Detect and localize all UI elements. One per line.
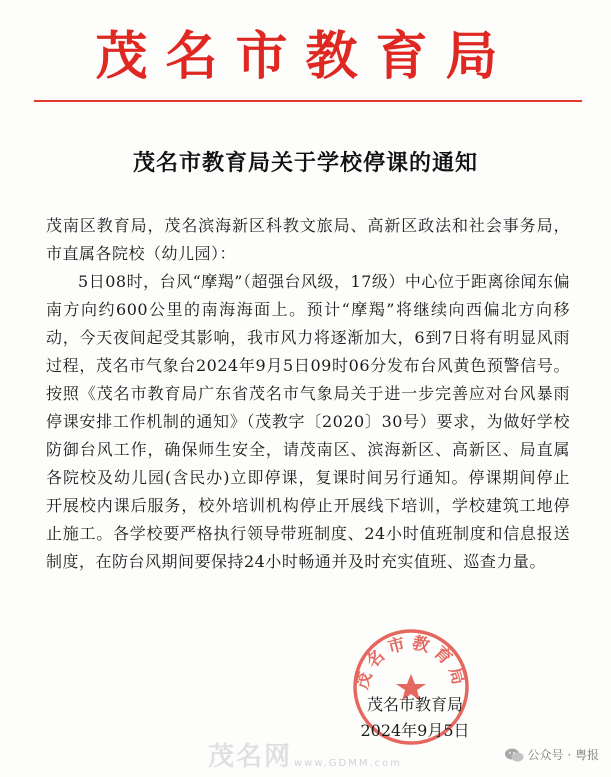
- wechat-icon: [504, 747, 524, 763]
- footer-account-name: 公众号 · 粤报: [527, 748, 599, 762]
- masthead-title: 茂名市教育局: [95, 26, 516, 87]
- addressee-paragraph: 茂南区教育局，茂名滨海新区科教文旅局、高新区政法和社会事务局，市直属各院校（幼儿园）：: [46, 216, 570, 263]
- signature-org: 茂名市教育局: [366, 695, 463, 714]
- body-paragraph: 5日08时，台风“摩羯”（超强台风级，17级）中心位于距离徐闻东偏南方向约600公里的南海海面上。预计“摩羯”将继续向西偏北方向移动，今天夜间起受其影响，我市风力将逐渐加大，6到7日将有明显风雨过程，茂名市气象台2024年9月5日09时06分发布台风黄色预警信号。按照《茂名市教育局广东省茂名市气象局关于进一步完善应对台风暴雨停课安排工作机制的通知》（茂教字〔2020〕30号）要求，为做好学校防御台风工作，确保师生安全，请茂南区、滨海新区、高新区、局直属各院校及幼儿园(含民办)立即停课，复课时间另行通知。停课期间停止开展校内课后服务，校外培训机构停止开展线下培训，学校建筑工地停止施工。各学校要严格执行领导带班制度、24小时值班制度和信息报送制度，在防台风期间要保持24小时畅通并及时充实值班、巡查力量。: [46, 272, 570, 571]
- watermark-url: www.GDMM.com: [294, 758, 403, 769]
- document-title: 茂名市教育局关于学校停课的通知: [132, 150, 478, 176]
- signature-date: 2024年9月5日: [360, 721, 470, 740]
- footer-account[interactable]: [504, 746, 599, 763]
- gdmm-watermark: [208, 734, 428, 774]
- watermark-logo: 茂名网: [208, 742, 293, 772]
- seal-text: 茂名市教育局: [352, 633, 470, 692]
- red-divider-line: [34, 100, 582, 102]
